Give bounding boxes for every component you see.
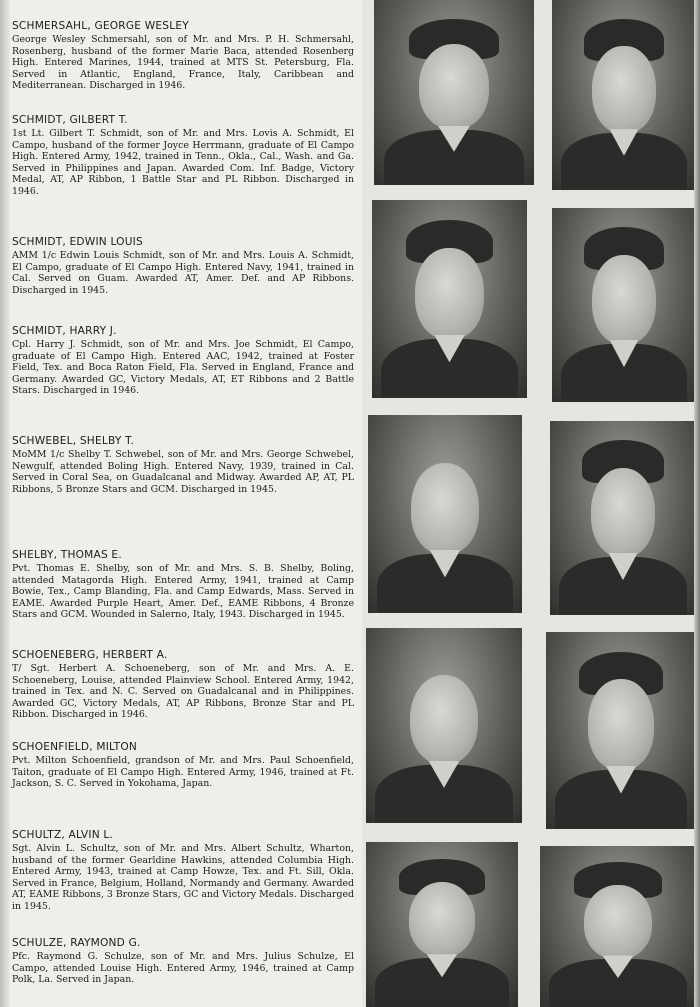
portrait-photo [372,200,527,398]
entry-name: SCHULZE, RAYMOND G. [12,937,141,949]
service-entry [12,325,354,397]
page-edge-shadow [694,0,700,1007]
entry-name: SCHMIDT, HARRY J. [12,325,117,337]
entry-name: SCHWEBEL, SHELBY T. [12,435,135,447]
face-shape [409,882,476,958]
entry-bio: George Wesley Schmersahl, son of Mr. and Mrs. P. H. Schmersahl, Rosenberg, husband of the former Marie Baca, attended Rosenberg High. Entered Marines, 1944, trained at MTS St. Petersburg, Fla. Served in Atlantic, England, France, Italy, Caribbean and Mediterranean. Discharged in 1946. [12,34,354,92]
entry-name: SCHOENFIELD, MILTON [12,741,137,753]
entry-name: SHELBY, THOMAS E. [12,549,122,561]
entry-bio: Pvt. Thomas E. Shelby, son of Mr. and Mrs. S. B. Shelby, Boling, attended Matagorda High. Entered Army, 1941, trained at Camp Bowie, Tex., Camp Blanding, Fla. and Camp Edwards, Mass. Served in EAME. Awarded Purple Heart, Amer. Def., EAME Ribbons, 4 Bronze Stars and GCM. Wounded in Salerno, Italy, 1943. Discharged in 1945. [12,563,354,621]
entry-bio: Sgt. Alvin L. Schultz, son of Mr. and Mrs. Albert Schultz, Wharton, husband of the former Gearldine Hawkins, attended Columbia High. Entered Army, 1943, trained at Camp Howze, Tex. and Ft. Sill, Okla. Served in France, Belgium, Holland, Normandy and Germany. Awarded AT, EAME Ribbons, 3 Bronze Stars, GC and Victory Medals. Discharged in 1945. [12,843,354,912]
entry-bio: AMM 1/c Edwin Louis Schmidt, son of Mr. and Mrs. Louis A. Schmidt, El Campo, graduate of El Campo High. Entered Navy, 1941, trained in Cal. Served on Guam. Awarded AT, Amer. Def. and AP Ribbons. Discharged in 1945. [12,250,354,296]
face-shape [591,468,655,557]
service-entry [12,549,354,621]
service-entry [12,741,354,790]
service-entry [12,114,354,198]
portrait-photo [366,628,522,823]
entry-bio: 1st Lt. Gilbert T. Schmidt, son of Mr. and Mrs. Lovis A. Schmidt, El Campo, husband of the former Joyce Herrmann, graduate of El Campo High. Entered Army, 1942, trained in Tenn., Okla., Cal., Wash. and Ga. Served in Philippines and Japan. Awarded Com. Inf. Badge, Victory Medal, AT, AP Ribbon, 1 Battle Star and PL Ribbon. Discharged in 1946. [12,128,354,197]
face-shape [592,46,655,133]
service-entry [12,649,354,721]
portrait-photo [550,421,696,615]
service-entry [12,435,354,495]
entry-bio: Cpl. Harry J. Schmidt, son of Mr. and Mrs. Joe Schmidt, El Campo, graduate of El Campo High. Entered AAC, 1942, trained at Foster Field, Tex. and Boca Raton Field, Fla. Served in England, France and Germany. Awarded GC, Victory Medals, AT, ET Ribbons and 2 Battle Stars. Discharged in 1946. [12,339,354,397]
entry-name: SCHMIDT, EDWIN LOUIS [12,236,143,248]
face-shape [592,255,655,344]
entry-bio: Pfc. Raymond G. Schulze, son of Mr. and Mrs. Julius Schulze, El Campo, attended Louise High. Entered Army, 1946, trained at Camp Polk, La. Served in Japan. [12,951,354,986]
service-entry [12,20,354,92]
portrait-grid [362,0,700,1007]
portrait-photo [366,842,518,1007]
portrait-photo [552,208,696,402]
face-shape [415,248,483,339]
page-spine-shadow [0,0,10,1007]
face-shape [419,44,489,129]
face-shape [410,675,479,765]
portrait-photo [368,415,522,613]
face-shape [411,463,479,554]
entry-name: SCHMIDT, GILBERT T. [12,114,128,126]
entry-bio: T/ Sgt. Herbert A. Schoeneberg, son of Mr. and Mrs. A. E. Schoeneberg, Louise, attended Plainview School. Entered Army, 1942, trained in Tex. and N. C. Served on Guadalcanal and in Philippines. Awarded GC, Victory Medals, AT, AP Ribbons, Bronze Star and PL Ribbon. Discharged in 1946. [12,663,354,721]
entry-name: SCHULTZ, ALVIN L. [12,829,114,841]
service-entry [12,236,354,296]
entry-name: SCHMERSAHL, GEORGE WESLEY [12,20,189,32]
service-entry [12,829,354,913]
portrait-photo [540,846,696,1007]
portrait-photo [546,632,696,829]
face-shape [584,885,653,959]
portrait-photo [374,0,534,185]
entry-name: SCHOENEBERG, HERBERT A. [12,649,168,661]
service-entry [12,937,354,986]
face-shape [588,679,654,770]
entry-bio: Pvt. Milton Schoenfield, grandson of Mr. and Mrs. Paul Schoenfield, Taiton, graduate of El Campo High. Entered Army, 1946, trained at Ft. Jackson, S. C. Served in Yokohama, Japan. [12,755,354,790]
portrait-photo [552,0,696,190]
entry-bio: MoMM 1/c Shelby T. Schwebel, son of Mr. and Mrs. George Schwebel, Newgulf, attended Boling High. Entered Navy, 1939, trained in Cal. Served in Coral Sea, on Guadalcanal and Midway. Awarded AP, AT, PL Ribbons, 5 Bronze Stars and GCM. Discharged in 1945. [12,449,354,495]
